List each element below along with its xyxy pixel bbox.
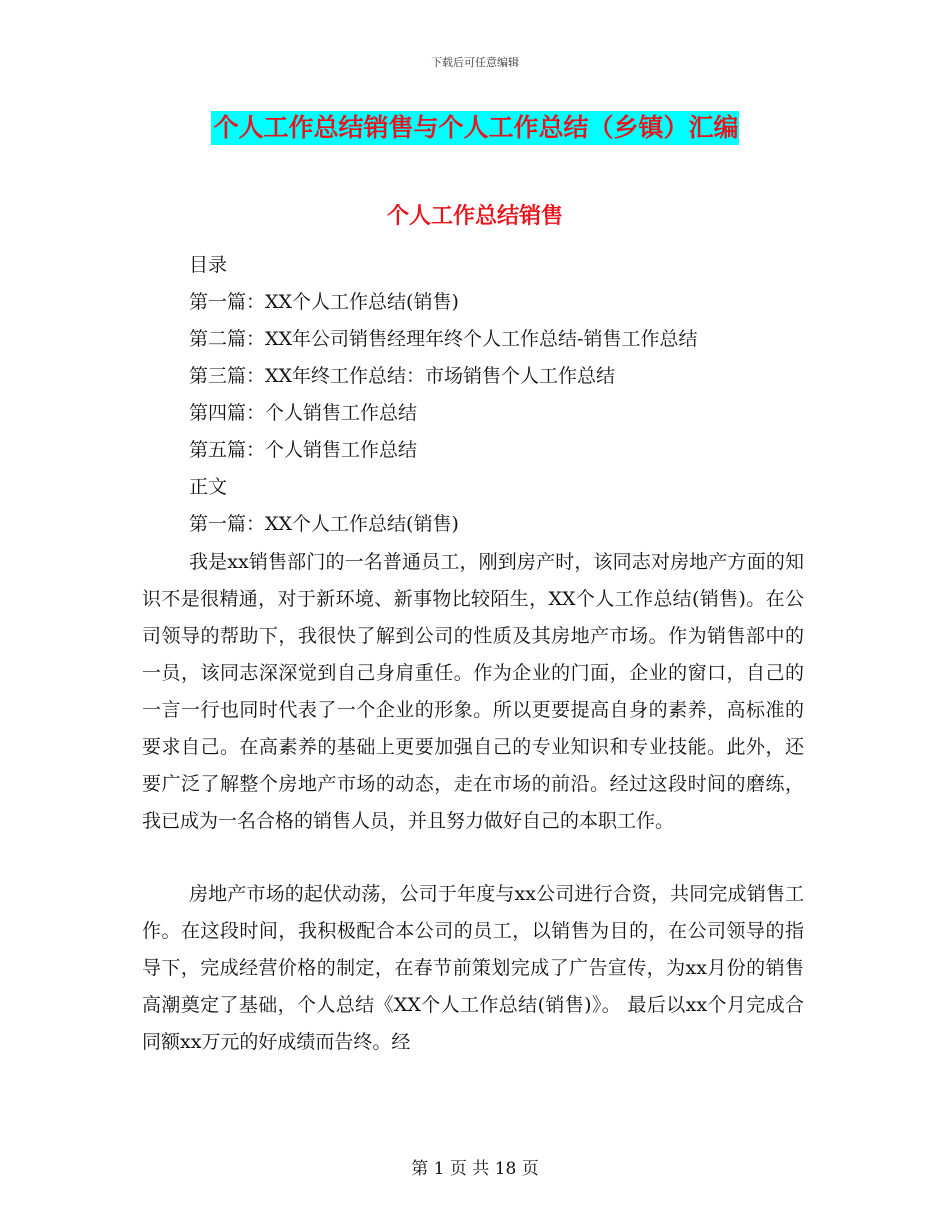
toc-heading: 目录 [189, 254, 228, 276]
toc-item: 第三篇：XX年终工作总结：市场销售个人工作总结 [189, 365, 616, 387]
main-title-block [0, 111, 950, 145]
toc-item: 第四篇：个人销售工作总结 [189, 402, 418, 424]
table-of-contents [189, 250, 829, 546]
body-paragraph: 房地产市场的起伏动荡，公司于年度与xx公司进行合资，共同完成销售工作。在这段时间，我积极配合本公司的员工，以销售为目的，在公司领导的指导下，完成经营价格的制定，在春节前策划完成了广告宣传，为xx月份的销售高潮奠定了基础，个人总结《XX个人工作总结(销售)》。 最后以xx个月完成合同额xx万元的好成绩而告终。经 [142, 883, 804, 1053]
document-title: 个人工作总结销售与个人工作总结（乡镇）汇编 [211, 111, 738, 145]
header-note: 下载后可任意编辑 [431, 56, 519, 69]
body-heading: 正文 [189, 476, 228, 498]
chapter-title: 第一篇：XX个人工作总结(销售) [189, 513, 459, 535]
toc-item: 第五篇：个人销售工作总结 [189, 439, 418, 461]
toc-item: 第一篇：XX个人工作总结(销售) [189, 291, 459, 313]
page-number-footer: 第 1 页 共 18 页 [411, 1159, 539, 1179]
body-paragraph: 我是xx销售部门的一名普通员工，刚到房产时，该同志对房地产方面的知识不是很精通，对于新环境、新事物比较陌生，XX个人工作总结(销售)。在公司领导的帮助下，我很快了解到公司的性质及其房地产市场。作为销售部中的一员，该同志深深觉到自己身肩重任。作为企业的门面，企业的窗口，自己的一言一行也同时代表了一个企业的形象。所以更要提高自身的素养，高标准的要求自己。在高素养的基础上更要加强自己的专业知识和专业技能。此外，还要广泛了解整个房地产市场的动态，走在市场的前沿。经过这段时间的磨练，我已成为一名合格的销售人员，并且努力做好自己的本职工作。 [142, 551, 804, 832]
toc-item: 第二篇：XX年公司销售经理年终个人工作总结-销售工作总结 [189, 328, 698, 350]
section-title: 个人工作总结销售 [386, 204, 563, 229]
